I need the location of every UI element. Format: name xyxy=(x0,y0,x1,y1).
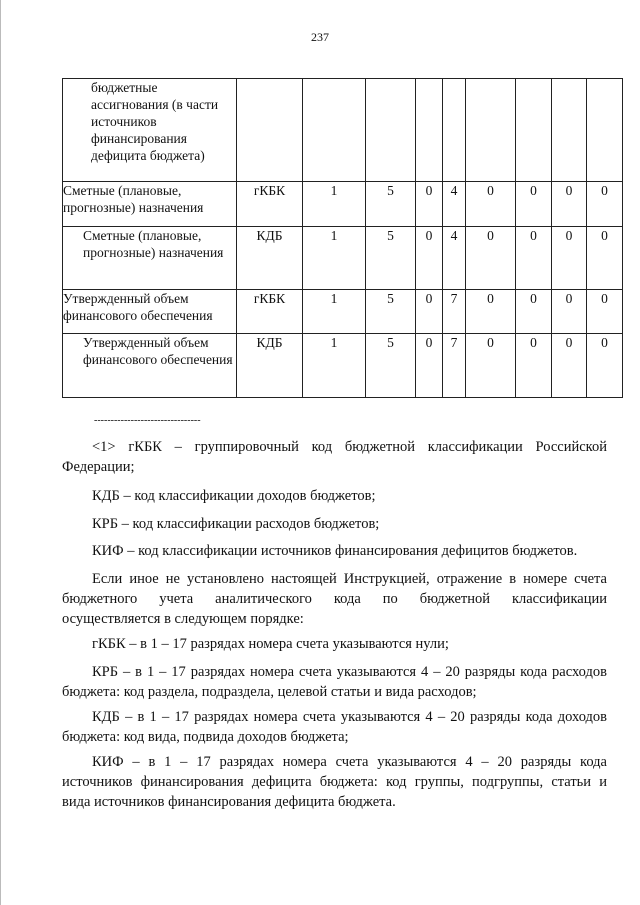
paragraph-line: источников финансирования дефицита бюджета: код группы, подгруппы, статьи и xyxy=(62,774,607,790)
paragraph-line: Если иное не установлено настоящей Инструкцией, отражение в номере счета xyxy=(92,571,607,587)
table-row xyxy=(63,182,623,227)
digit-cell: 5 xyxy=(366,227,416,290)
footnote-line: Федерации; xyxy=(62,459,135,475)
digit-cell: 5 xyxy=(366,290,416,334)
row-name-cell: Сметные (плановые, прогнозные) назначения xyxy=(63,182,237,227)
digit-cell: 0 xyxy=(552,227,587,290)
row-name-cell: бюджетные ассигнования (в части источников финансирования дефицита бюджета) xyxy=(63,79,237,182)
row-code-cell: гКБК xyxy=(237,290,303,334)
digit-cell xyxy=(516,79,552,182)
krb-paragraph xyxy=(62,662,607,702)
digit-cell: 0 xyxy=(552,334,587,398)
row-name-cell: Утвержденный объем финансового обеспечения xyxy=(63,290,237,334)
kdb-paragraph xyxy=(62,707,607,747)
row-name-cell: Сметные (плановые, прогнозные) назначения xyxy=(63,227,237,290)
digit-cell: 5 xyxy=(366,182,416,227)
paragraph-line: бюджетного учета аналитического кода по бюджетной классификации xyxy=(62,591,607,607)
digit-cell: 0 xyxy=(587,227,623,290)
digit-cell: 1 xyxy=(303,334,366,398)
digit-cell: 1 xyxy=(303,290,366,334)
digit-cell: 0 xyxy=(466,290,516,334)
row-code-cell xyxy=(237,79,303,182)
paragraph-line: КИФ – в 1 – 17 разрядах номера счета указываются 4 – 20 разряды кода xyxy=(92,754,607,770)
digit-cell xyxy=(466,79,516,182)
digit-cell: 0 xyxy=(416,334,443,398)
digit-cell: 0 xyxy=(587,290,623,334)
digit-cell: 0 xyxy=(587,334,623,398)
paragraph-line: осуществляется в следующем порядке: xyxy=(62,611,304,627)
digit-cell: 0 xyxy=(416,227,443,290)
digit-cell: 0 xyxy=(466,227,516,290)
digit-cell: 7 xyxy=(443,334,466,398)
page-number: 237 xyxy=(311,30,329,44)
scan-edge-line xyxy=(0,0,1,905)
digit-cell: 7 xyxy=(443,290,466,334)
paragraph-line: вида источников финансирования дефицита бюджета. xyxy=(62,794,396,810)
definition-krb: КРБ – код классификации расходов бюджетов; xyxy=(92,516,380,532)
digit-cell: 0 xyxy=(466,334,516,398)
digit-cell: 1 xyxy=(303,227,366,290)
digit-cell: 0 xyxy=(516,334,552,398)
digit-cell: 4 xyxy=(443,227,466,290)
digit-cell: 0 xyxy=(516,227,552,290)
digit-cell: 0 xyxy=(587,182,623,227)
row-name-cell: Утвержденный объем финансового обеспечения xyxy=(63,334,237,398)
intro-paragraph xyxy=(62,569,607,629)
gkbk-paragraph: гКБК – в 1 – 17 разрядах номера счета указываются нули; xyxy=(92,636,449,652)
table-row xyxy=(63,334,623,398)
table-row xyxy=(63,79,623,182)
footnote-separator: -------------------------------- xyxy=(94,415,201,426)
paragraph-line: бюджета: код вида, подвида доходов бюджета; xyxy=(62,729,349,745)
digit-cell: 4 xyxy=(443,182,466,227)
digit-cell: 0 xyxy=(416,290,443,334)
row-code-cell: КДБ xyxy=(237,334,303,398)
paragraph-line: бюджета: код раздела, подраздела, целевой статьи и вида расходов; xyxy=(62,684,477,700)
digit-cell xyxy=(366,79,416,182)
budget-classification-table xyxy=(62,78,623,398)
digit-cell: 5 xyxy=(366,334,416,398)
footnote-text xyxy=(62,437,607,477)
digit-cell xyxy=(587,79,623,182)
row-code-cell: гКБК xyxy=(237,182,303,227)
digit-cell: 0 xyxy=(516,182,552,227)
digit-cell xyxy=(416,79,443,182)
row-code-cell: КДБ xyxy=(237,227,303,290)
table-row xyxy=(63,290,623,334)
digit-cell: 0 xyxy=(466,182,516,227)
digit-cell: 1 xyxy=(303,182,366,227)
digit-cell xyxy=(443,79,466,182)
digit-cell xyxy=(303,79,366,182)
paragraph-line: КДБ – в 1 – 17 разрядах номера счета указываются 4 – 20 разряды кода доходов xyxy=(92,709,607,725)
digit-cell xyxy=(552,79,587,182)
footnote-line: <1> гКБК – группировочный код бюджетной классификации Российской xyxy=(92,439,607,455)
definition-kif: КИФ – код классификации источников финансирования дефицитов бюджетов. xyxy=(92,543,578,559)
table-row xyxy=(63,227,623,290)
digit-cell: 0 xyxy=(552,182,587,227)
kif-paragraph xyxy=(62,752,607,812)
digit-cell: 0 xyxy=(516,290,552,334)
digit-cell: 0 xyxy=(552,290,587,334)
paragraph-line: КРБ – в 1 – 17 разрядах номера счета указываются 4 – 20 разряды кода расходов xyxy=(92,664,607,680)
digit-cell: 0 xyxy=(416,182,443,227)
definition-kdb: КДБ – код классификации доходов бюджетов; xyxy=(92,488,376,504)
